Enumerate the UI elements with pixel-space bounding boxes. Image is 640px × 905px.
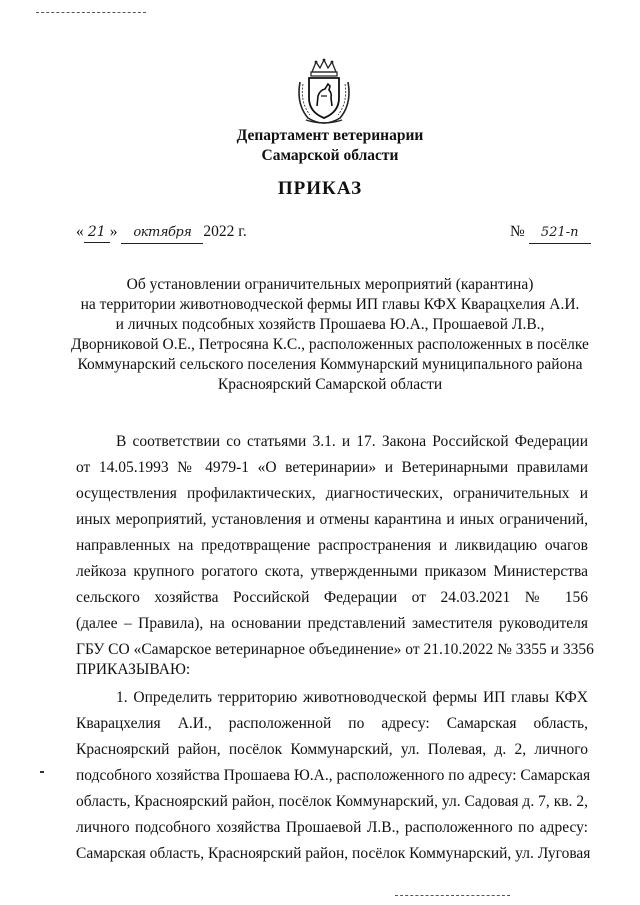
body-line: область, Красноярский район, посёлок Коммунарский, ул. Садовая д. 7, кв. 2, — [76, 793, 588, 810]
number-sign: № — [510, 223, 525, 240]
order-number-handwritten: 521-п — [529, 223, 591, 244]
body-line: Красноярский район, посёлок Коммунарский, ул. Полевая, д. 2, личного — [76, 741, 588, 758]
subject-line: Об установлении ограничительных мероприятий (карантина) — [126, 276, 534, 293]
order-directive: ПРИКАЗЫВАЮ: — [76, 661, 191, 678]
date-month-handwritten: октября — [121, 223, 203, 244]
date-open-quote: « — [76, 223, 84, 240]
department-region: Самарской области — [261, 147, 399, 164]
body-line: подсобного хозяйства Прошаева Ю.А., расположенного по адресу: Самарская — [76, 767, 591, 784]
body-line: личного подсобного хозяйства Прошаевой Л.В., расположенного по адресу: — [76, 819, 588, 836]
body-line: иных мероприятий, установления и отмены карантина и иных ограничений, — [76, 511, 588, 528]
department-name: Департамент ветеринарии — [236, 127, 424, 144]
scan-edge-mark — [395, 895, 510, 896]
body-line: направленных на предотвращение распространения и ликвидацию очагов — [76, 537, 588, 554]
order-date — [76, 222, 247, 244]
body-line: (далее – Правила), на основании представлений заместителя руководителя — [76, 615, 588, 632]
subject-line: на территории животноводческой фермы ИП главы КФХ Кварацхелия А.И. — [80, 296, 580, 313]
body-line: от 14.05.1993 № 4979-1 «О ветеринарии» и Ветеринарными правилами — [76, 459, 588, 476]
body-line: 1. Определить территорию животноводческой фермы ИП главы КФХ — [116, 689, 588, 706]
body-line: сельского хозяйства Российской Федерации от 24.03.2021 № 156 — [76, 589, 588, 606]
body-line: осуществления профилактических, диагностических, ограничительных и — [76, 485, 588, 502]
subject-line: Красноярский Самарской области — [217, 376, 443, 393]
body-line: ГБУ СО «Самарское ветеринарное объединение» от 21.10.2022 № 3355 и 3356 — [76, 641, 594, 658]
subject-line: Коммунарский сельского поселения Коммунарский муниципального района — [77, 356, 583, 373]
body-line: лейкоза крупного рогатого скота, утвержденными приказом Министерства — [76, 563, 588, 580]
date-close-quote: » — [109, 223, 118, 240]
body-line: Кварацхелия А.И., расположенной по адресу: Самарская область, — [76, 715, 588, 732]
order-number — [510, 222, 591, 244]
body-line: В соответствии со статьями 3.1. и 17. Закона Российской Федерации — [116, 433, 588, 450]
subject-line: и личных подсобных хозяйств Прошаева Ю.А., Прошаевой Л.В., — [115, 316, 545, 333]
order-subject — [40, 275, 620, 395]
scan-edge-mark — [36, 12, 146, 13]
body-line: Самарская область, Красноярский район, посёлок Коммунарский, ул. Луговая — [76, 845, 591, 862]
subject-line: Дворниковой О.Е., Петросяна К.С., расположенных расположенных в посёлке — [71, 336, 589, 353]
samara-coat-of-arms-icon — [294, 58, 354, 126]
margin-mark — [40, 771, 44, 773]
document-title: ПРИКАЗ — [277, 178, 363, 199]
date-day-handwritten: 21 — [84, 222, 110, 243]
date-year: 2022 г. — [203, 223, 247, 240]
